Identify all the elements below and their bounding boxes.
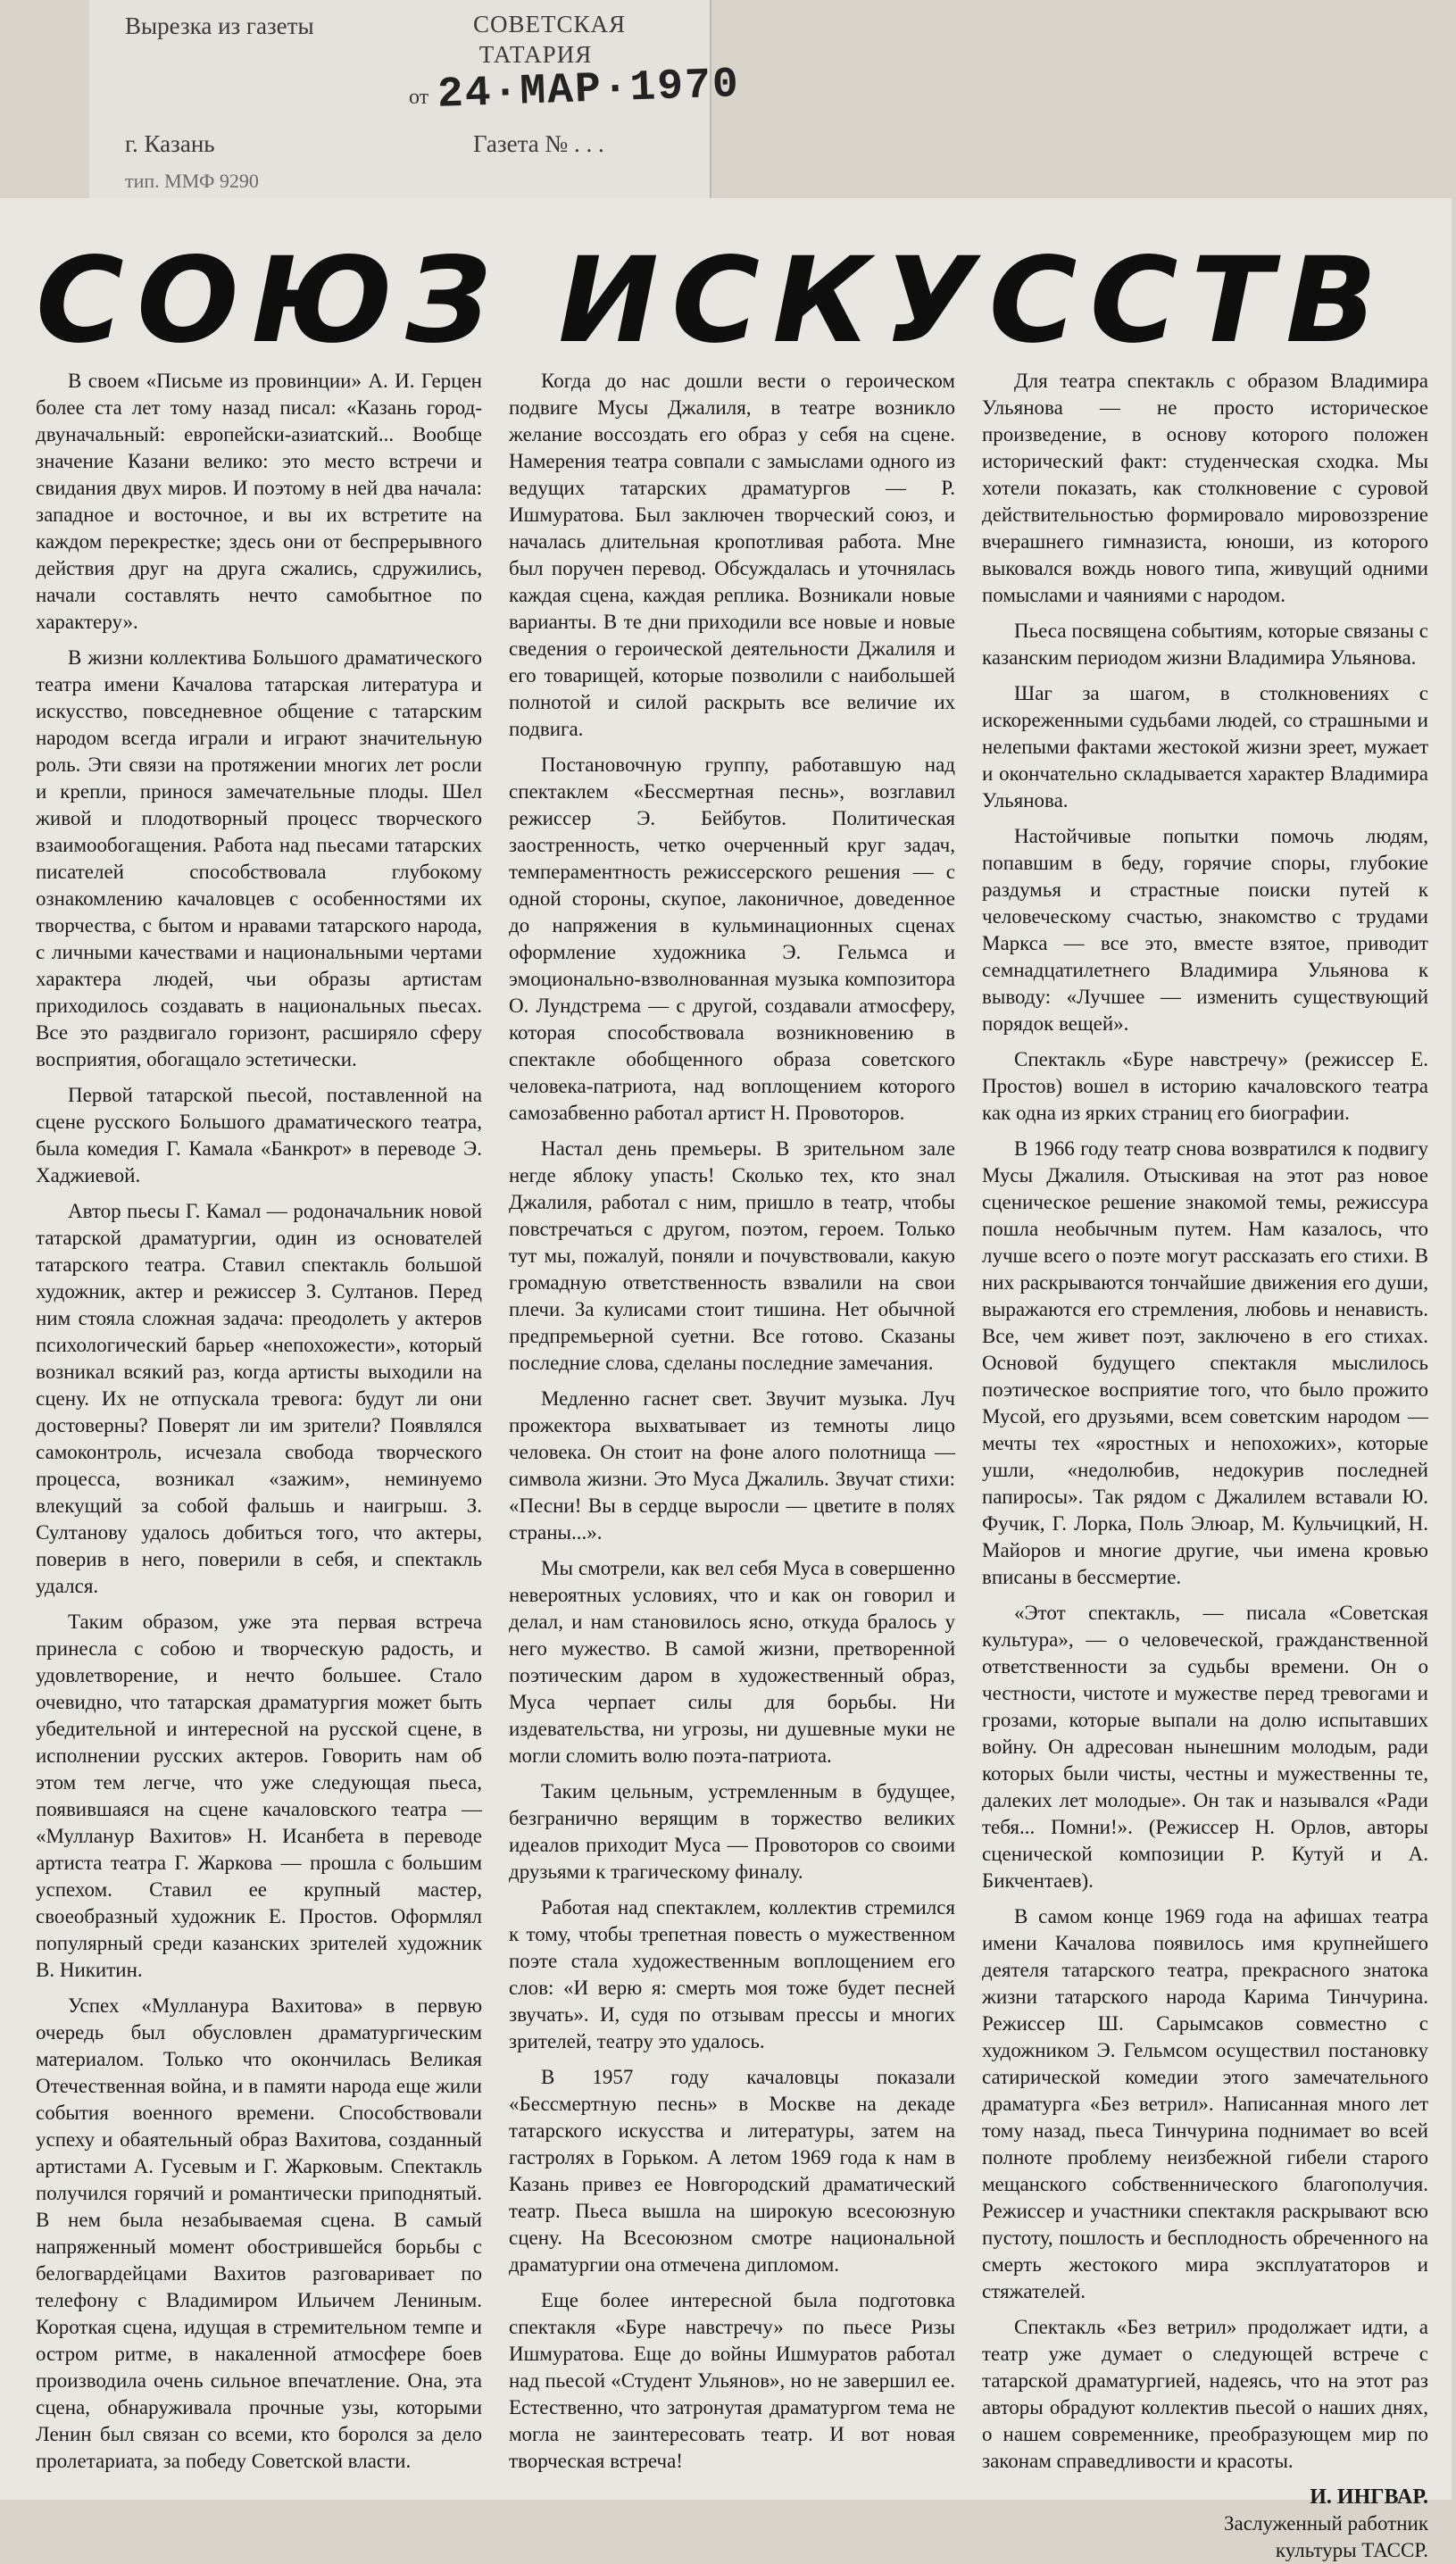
article-paragraph: Успех «Мулланура Вахитова» в первую очередь был обусловлен драматургическим материалом. Только что окончилась Великая Отечественная война, и в памяти народа еще жили события военного времени. Способствовали успеху и обаятельный образ Вахитова, созданный артистами А. Гусевым и Г. Жарковым. Спектакль получился горячий и романтически приподнятый. В нем была незабываемая сцена. В самый напряженный момент обострившейся борьбы с белогвардейцами Вахитов разговаривает по телефону с Владимиром Ильичем Лениным. Короткая сцена, идущая в стремительном темпе и остром ритме, в накаленной атмосфере боев производила очень сильное впечатление. Она, эта сцена, обнаруживала прочные узы, которыми Ленин был связан со всеми, кто боролся за дело пролетариата, за победу Советской власти. [36,1994,482,2472]
article-paragraph: Медленно гаснет свет. Звучит музыка. Луч прожектора выхватывает из темноты лицо человека. Он стоит на фоне алого полотнища — символа жизни. Это Муса Джалиль. Звучат стихи: «Песни! Вы в сердце выросли — цветите в полях страны...». [509,1387,955,1544]
article-paragraph: В жизни коллектива Большого драматического театра имени Качалова татарская литература и искусство, повседневное общение с татарским народом всегда играли и играют значительную роль. Эти связи на протяжении многих лет росли и крепли, принося замечательные плоды. Шел живой и плодотворный процесс творческого взаимообогащения. Работа над пьесами татарских писателей способствовала глубокому ознакомлению качаловцев с особенностями их творчества, с бытом и нравами татарского народа, с личными качествами и национальными чертами характера людей, чьи образы артистам приходилось создавать в национальных пьесах. Все это раздвигало горизонт, расширяло сферу восприятия, обогащало эстетически. [36,646,482,1070]
article-title: СОЮЗ ИСКУССТВ [36,232,1390,370]
label-from-prefix: от [409,86,429,109]
article-paragraph: Шаг за шагом, в столкновениях с искореженными судьбами людей, со страшными и нелепыми фактами жестокой жизни зреет, мужает и окончательно складывается характер Владимира Ульянова. [982,682,1428,812]
article-paragraph: Еще более интересной была подготовка спектакля «Буре навстречу» по пьесе Ризы Ишмуратова. Еще до войны Ишмуратов работал над пьесой «Студент Ульянов», но не завершил ее. Естественно, что затронутая драматургом тема не могла не заинтересовать театр. И вот новая творческая встреча! [509,2289,955,2472]
article-paragraph: Спектакль «Без ветрил» продолжает идти, а театр уже думает о следующей встрече с татарской драматургией, надеясь, что на этот раз авторы обрадуют коллектив пьесой о наших днях, о нашем современнике, преобразующем мир по законам справедливости и красоты. [982,2316,1428,2472]
article-paragraph: «Этот спектакль, — писала «Советская культура», — о человеческой, гражданственной ответственности за судьбы времени. Он о честности, чистоте и мужестве перед тревогами и грозами, которые выпали на долю испытавших войну. Он адресован нынешним молодым, ради которых были чисты, честны и мужественны те, далеких лет молодые». Он так и назывался «Ради тебя... Помни!». (Режиссер Н. Орлов, авторы сценической композиции Р. Кутуй и А. Бикчентаев). [982,1602,1428,1892]
article-paragraph: Спектакль «Буре навстречу» (режиссер Е. Простов) вошел в историю качаловского театра как одна из ярких страниц его биографии. [982,1048,1428,1124]
article-paragraph: В своем «Письме из провинции» А. И. Герцен более ста лет тому назад писал: «Казань город-двуначальный: европейски-азиатский... Вообще значение Казани велико: это место встречи и свидания двух миров. И поэтому в ней два начала: западное и восточное, и вы их встретите на каждом перекрестке; здесь они от беспрерывного действия друг на друга сжались, сдружились, начали составлять нечто самобытное по характеру». [36,370,482,633]
article-paragraph: В 1966 году театр снова возвратился к подвигу Мусы Джалиля. Отыскивая на этот раз новое сценическое решение знакомой темы, режиссура пошла необычным путем. Нам казалось, что лучше всего о поэте могут рассказать его стихи. В них раскрываются тончайшие движения его души, выражаются его стремления, любовь и ненависть. Все, чем живет поэт, заключено в его стихах. Основой будущего спектакля мыслилось поэтическое восприятие того, что было прожито Мусой, его друзьями, всем советским народом — мечты тех «яростных и непохожих», которые ушли, «недолюбив, недокурив последней папиросы». Так рядом с Джалилем вставали Ю. Фучик, Г. Лорка, Поль Элюар, М. Кульчицкий, Н. Майоров и многие другие, чьи имена кровью вписаны в бессмертие. [982,1137,1428,1588]
article-paragraph: Таким образом, уже эта первая встреча принесла с собою и творческую радость, и удовлетворение, и нечто большее. Стало очевидно, что татарская драматургия может быть убедительной и интересной на русской сцене, в исполнении русских актеров. Говорить нам об этом тем легче, что уже следующая пьеса, появившаяся на сцене качаловского театра — «Мулланур Вахитов» Н. Исанбета в переводе артиста театра Г. Жаркова — прошла с большим успехом. Ставил ее крупный мастер, своеобразный художник Е. Простов. Оформлял популярный среди казанских зрителей художник В. Никитин. [36,1611,482,1981]
label-city: г. Казань [125,130,215,157]
label-clipping-from: Вырезка из газеты [125,12,314,39]
author-title-line-2: культуры ТАССР. [1275,2539,1428,2561]
article-paragraph: Работая над спектаклем, коллектив стремился к тому, чтобы трепетная повесть о мужественном поэте стала художественным воплощением его слов: «И верю я: смерть моя тоже будет песней звучать». И, судя по отзывам прессы и многих зрителей, театру это удалось. [509,1896,955,2052]
author-signature: И. ИНГВАР. [1310,2485,1428,2509]
article-paragraph: Пьеса посвящена событиям, которые связаны с казанским периодом жизни Владимира Ульянова. [982,620,1428,669]
article-body [36,368,1428,2561]
article-paragraph: В 1957 году качаловцы показали «Бессмертную песнь» в Москве на декаде татарского искусства и литературы, затем на гастролях в Горьком. А летом 1969 года к нам в Казань привез ее Новгородский драматический театр. Пьеса вышла на широкую всесоюзную сцену. На Всесоюзном смотре национальной драматургии она отмечена дипломом. [509,2066,955,2276]
article-paragraph: Для театра спектакль с образом Владимира Ульянова — не просто историческое произведение, в основу которого положен исторический факт: студенческая сходка. Мы хотели показать, как столкновение с суровой действительностью формировало мировоззрение вчерашнего гимназиста, юноши, из которого выковался вождь нового типа, живущий одними помыслами и чаяниями с народом. [982,370,1428,606]
article-paragraph: В самом конце 1969 года на афишах театра имени Качалова появилось имя крупнейшего деятеля татарского театра, прекрасного знатока жизни татарского народа Карима Тинчурина. Режиссер Ш. Сарымсаков совместно с художником Э. Гельмсом осуществил постановку сатирической комедии этого замечательного драматурга «Без ветрил». Написанная много лет тому назад, пьеса Тинчурина поднимает во всей полноте проблему неизбежной гибели старого мещанского собственнического благополучия. Режиссер и участники спектакля раскрывают всю пустоту, пошлость и бесплодность обреченного на смерть жестокого мира эксплуататоров и стяжателей. [982,1905,1428,2302]
newspaper-clipping [0,198,1452,2561]
article-column-1 [36,368,482,2475]
article-paragraph: Настал день премьеры. В зрительном зале негде яблоку упасть! Сколько тех, кто знал Джалиля, работал с ним, пришло в театр, чтобы повстречаться с другом, поэтом, героем. Только тут мы, пожалуй, поняли и почувствовали, какую громадную ответственность взвалили на свои плечи. За кулисами стоит тишина. Нет обычной предпремьерной суетни. Все готово. Сказаны последние слова, сделаны последние замечания. [509,1137,955,1374]
author-title-line-1: Заслуженный работник [1224,2512,1428,2535]
label-typography: тип. ММФ 9290 [125,170,259,192]
clipping-label [89,0,741,198]
article-paragraph: Когда до нас дошли вести о героическом подвиге Мусы Джалиля, в театре возникло желание воссоздать его образ у себя на сцене. Намерения театра совпали с замыслами одного из ведущих татарских драматургов — Р. Ишмуратова. Был заключен творческий союз, и началась длительная кропотливая работа. Мне был поручен перевод. Обсуждалась и уточнялась каждая сцена, каждая реплика. Возникали новые варианты. В те дни приходили все новые и новые сведения о героической деятельности Джалиля и его товарищей, которые позволили с наибольшей полнотой и силой раскрыть все величие их подвига. [509,370,955,740]
date-stamp: 24·МАР·1970 [437,61,741,120]
article-paragraph: Мы смотрели, как вел себя Муса в совершенно невероятных условиях, что и как он говорил и делал, и нам становилось ясно, откуда бралось у него мужество. В самой жизни, претворенной поэтическим даром в художественный образ, Муса черпает силы для борьбы. Ни издевательства, ни угрозы, ни душевные муки не могли сломить волю поэта-патриота. [509,1557,955,1767]
article-paragraph: Автор пьесы Г. Камал — родоначальник новой татарской драматургии, один из основателей татарского театра. Ставил спектакль большой художник, актер и режиссер З. Султанов. Перед ним стояла сложная задача: преодолеть у актеров психологический барьер «непохожести», который возникал всякий раз, когда артисты выходили на сцену. Их не отпускала тревога: будут ли они достоверны? Поверят ли им зрители? Появлялся самоконтроль, исчезала свобода творческого процесса, возникал «зажим», неминуемо влекущий за собой фальшь и наигрыш. З. Султанову удалось добиться того, что актеры, поверив в него, поверили в себя, и спектакль удался. [36,1200,482,1597]
label-newspaper-name: СОВЕТСКАЯ ТАТАРИЯ [473,11,627,68]
article-paragraph: Первой татарской пьесой, поставленной на сцене русского Большого драматического театра, была комедия Г. Камала «Банкрот» в переводе Э. Хаджиевой. [36,1084,482,1186]
article-column-3 [982,368,1428,2561]
article-column-2 [509,368,955,2475]
article-paragraph: Постановочную группу, работавшую над спектаклем «Бессмертная песнь», возглавил режиссер Э. Бейбутов. Политическая заостренность, четко очерченный круг задач, темпераментность режиссерского решения — с одной стороны, скупое, лаконичное, доведенное до напряжения в кульминационных сценах оформление художника Э. Гельмса и эмоционально-взволнованная музыка композитора О. Лундстрема — с другой, создавали атмосферу, которая способствовала возникновению в спектакле обобщенного образа советского человека-патриота, над воплощением которого самозабвенно работал артист Н. Провоторов. [509,753,955,1124]
article-column-3-paragraphs [982,368,1428,2475]
label-gazeta-number: Газета № . . . [473,130,604,157]
article-paragraph: Таким цельным, устремленным в будущее, безгранично верящим в торжество великих идеалов приходит Муса — Провоторов со своими друзьями к трагическому финалу. [509,1780,955,1883]
article-paragraph: Настойчивые попытки помочь людям, попавшим в беду, горячие споры, глубокие раздумья и страстные поиски путей к человеческому счастью, знакомство с трудами Маркса — все это, вместе взятое, приводит семнадцатилетнего Владимира Ульянова к выводу: «Лучшее — изменить существующий порядок вещей». [982,825,1428,1035]
